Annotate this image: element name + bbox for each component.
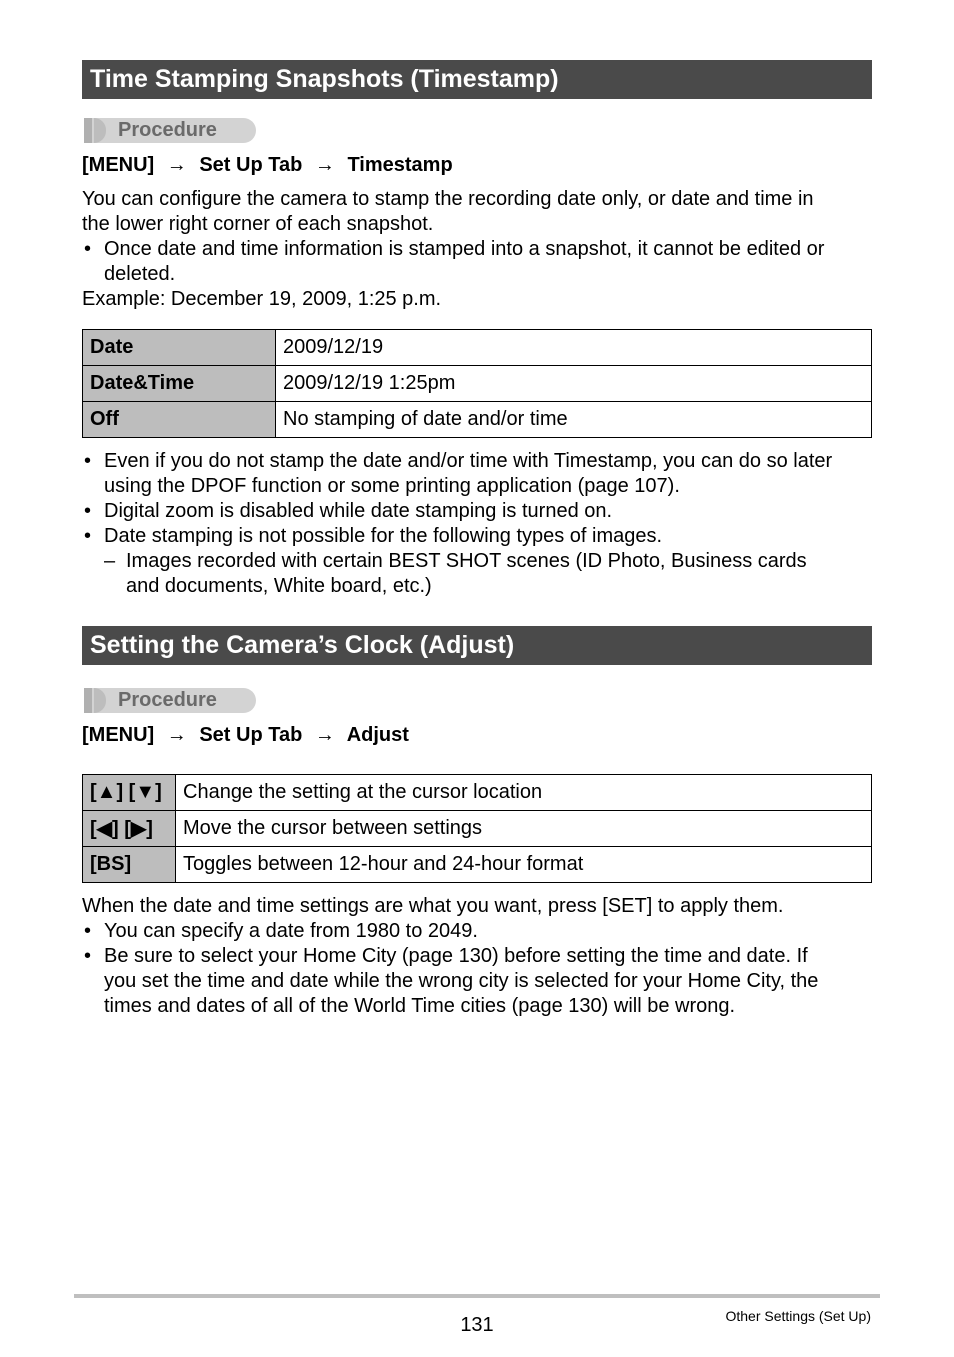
apply-text: When the date and time settings are what you want, press [SET] to apply them. (82, 895, 784, 917)
table-row (83, 402, 872, 438)
intro-text (82, 187, 814, 237)
menu-path-timestamp (82, 154, 453, 177)
menu-path-adjust (82, 724, 409, 747)
procedure-chevron-icon (84, 118, 92, 143)
sub-note-line: Images recorded with certain BEST SHOT scenes (ID Photo, Business cards (126, 550, 807, 572)
page-number: 131 (460, 1314, 494, 1336)
sub-note-line: and documents, White board, etc.) (126, 575, 432, 597)
key-left-right: [◀] [▶] (83, 811, 176, 847)
intro-line: You can configure the camera to stamp the recording date only, or date and time in (82, 188, 814, 210)
menu-item: Timestamp (347, 154, 453, 176)
section-title-timestamp: Time Stamping Snapshots (Timestamp) (82, 60, 872, 99)
note-line: Digital zoom is disabled while date stamping is turned on. (104, 500, 613, 522)
dash-icon: – (104, 550, 116, 572)
arrow-right-icon: → (314, 154, 335, 176)
note-line: using the DPOF function or some printing application (page 107). (104, 475, 680, 497)
bullet-icon: • (84, 238, 92, 260)
note-line: Once date and time information is stamped into a snapshot, it cannot be edited or (104, 238, 825, 260)
bullet-icon: • (84, 945, 92, 967)
adjust-keys-table (82, 774, 872, 883)
menu-key: [MENU] (82, 724, 155, 746)
key-bs: [BS] (83, 847, 176, 883)
procedure-badge (84, 688, 256, 713)
menu-tab: Set Up Tab (199, 154, 303, 176)
section-title-adjust: Setting the Camera’s Clock (Adjust) (82, 626, 872, 665)
bullet-icon: • (84, 450, 92, 472)
procedure-chevron-icon (94, 688, 106, 713)
option-key: Date&Time (83, 366, 276, 402)
table-row (83, 330, 872, 366)
bullet-icon: • (84, 525, 92, 547)
bullet-icon: • (84, 500, 92, 522)
procedure-chevron-icon (84, 688, 92, 713)
footer-divider (74, 1294, 880, 1298)
table-row (83, 847, 872, 883)
option-key: Date (83, 330, 276, 366)
note-line: times and dates of all of the World Time cities (page 130) will be wrong. (104, 995, 736, 1017)
note-line: Date stamping is not possible for the following types of images. (104, 525, 663, 547)
note-line: You can specify a date from 1980 to 2049. (104, 920, 478, 942)
key-description: Change the setting at the cursor location (176, 775, 872, 811)
table-row (83, 811, 872, 847)
menu-tab: Set Up Tab (199, 724, 303, 746)
procedure-label: Procedure (118, 689, 217, 711)
table-row (83, 775, 872, 811)
footer-section-label: Other Settings (Set Up) (725, 1308, 871, 1324)
procedure-label: Procedure (118, 119, 217, 141)
procedure-chevron-icon (94, 118, 106, 143)
note-line: deleted. (104, 263, 176, 285)
option-key: Off (83, 402, 276, 438)
note-line: Be sure to select your Home City (page 130) before setting the time and date. If (104, 945, 808, 967)
intro-line: the lower right corner of each snapshot. (82, 213, 434, 235)
note-line: Even if you do not stamp the date and/or time with Timestamp, you can do so later (104, 450, 833, 472)
timestamp-options-table (82, 329, 872, 438)
key-up-down: [▲] [▼] (83, 775, 176, 811)
bullet-icon: • (84, 920, 92, 942)
table-row (83, 366, 872, 402)
key-description: Move the cursor between settings (176, 811, 872, 847)
example-text: Example: December 19, 2009, 1:25 p.m. (82, 288, 442, 310)
arrow-right-icon: → (314, 724, 335, 746)
arrow-right-icon: → (166, 724, 187, 746)
option-value: 2009/12/19 1:25pm (276, 366, 872, 402)
key-description: Toggles between 12-hour and 24-hour format (176, 847, 872, 883)
arrow-right-icon: → (166, 154, 187, 176)
option-value: No stamping of date and/or time (276, 402, 872, 438)
menu-key: [MENU] (82, 154, 155, 176)
note-line: you set the time and date while the wrong city is selected for your Home City, the (104, 970, 819, 992)
procedure-badge (84, 118, 256, 143)
menu-item: Adjust (346, 724, 409, 746)
option-value: 2009/12/19 (276, 330, 872, 366)
